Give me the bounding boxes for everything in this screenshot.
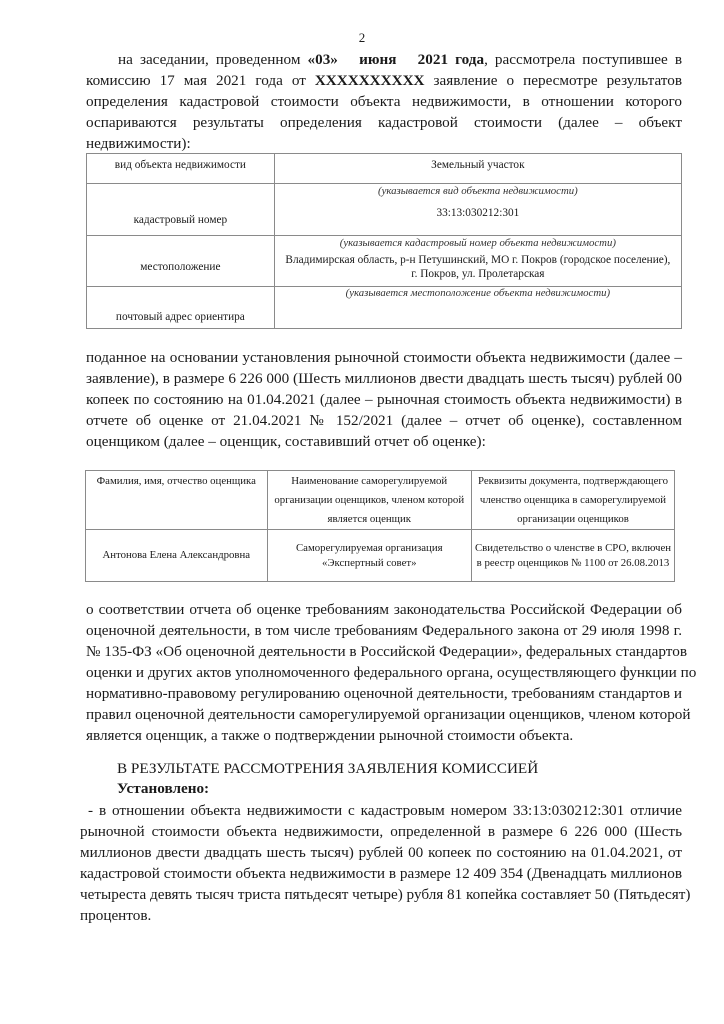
object-type-hint: (указывается вид объекта недвижимости) xyxy=(377,185,578,197)
membership-doc-cell xyxy=(472,530,675,582)
table-row xyxy=(86,530,675,582)
postal-address-cell xyxy=(274,287,681,329)
location-label: местоположение xyxy=(87,236,275,287)
compliance-line-6: правил оценочной деятельности саморегулируемой организации оценщиков, членом которой xyxy=(86,706,691,723)
table-header-row xyxy=(86,471,675,530)
intro-paragraph xyxy=(86,49,682,154)
table-row xyxy=(87,154,682,184)
object-table xyxy=(86,153,682,329)
application-paragraph xyxy=(86,347,682,452)
meeting-day: «03» xyxy=(307,51,338,68)
result-line-6: процентов. xyxy=(80,907,152,924)
intro-line-5: недвижимости): xyxy=(86,135,191,152)
intro-text: на заседании, проведенном xyxy=(118,51,308,68)
result-paragraph xyxy=(80,800,691,926)
membership-doc-line-2: в реестр оценщиков № 1100 от 26.08.2013 xyxy=(476,556,670,569)
result-line-5: четыреста девять тысяч триста пятьдесят четыре) рубля 81 копейка составляет 50 (Пятьдесят) xyxy=(80,886,691,903)
table-row xyxy=(87,236,682,287)
application-line-2: заявление), в размере 6 226 000 (Шесть миллионов двести двадцать шесть тысяч) рублей 00 xyxy=(86,370,682,387)
compliance-line-1: о соответствии отчета об оценке требованиям законодательства Российской Федерации об xyxy=(86,601,682,618)
intro-text: комиссию 17 мая 2021 года от xyxy=(86,72,315,89)
meeting-month: июня xyxy=(359,51,397,68)
cadastral-number-hint: (указывается кадастровый номер объекта недвижимости) xyxy=(339,237,616,249)
location-hint: (указывается местоположение объекта недвижимости) xyxy=(345,287,611,299)
location-value-line-2: г. Покров, ул. Пролетарская xyxy=(411,268,545,280)
header-membership-doc: Реквизиты документа, подтверждающего членство оценщика в саморегулируемой организации оценщиков xyxy=(472,471,675,530)
intro-line-3: определения кадастровой стоимости объекта недвижимости, в отношении которого xyxy=(86,93,682,110)
location-cell xyxy=(274,236,681,287)
applicant-name: XXXXXXXXXX xyxy=(314,72,425,89)
appraiser-table xyxy=(85,470,675,582)
application-line-3: копеек по состоянию на 01.04.2021 (далее – рыночная стоимость объекта недвижимости) в xyxy=(86,391,682,408)
postal-address-label: почтовый адрес ориентира xyxy=(87,287,275,329)
meeting-year: 2021 года xyxy=(417,51,485,68)
intro-line-1 xyxy=(86,49,682,70)
location-value-line-1: Владимирская область, р-н Петушинский, МО г. Покров (городское поселение), xyxy=(285,254,671,266)
result-line-1: - в отношении объекта недвижимости с кадастровым номером 33:13:030212:301 отличие xyxy=(88,802,682,819)
header-sro-name: Наименование саморегулируемой организации оценщиков, членом которой является оценщик xyxy=(267,471,471,530)
object-type-value: Земельный участок xyxy=(274,154,681,184)
compliance-line-7: является оценщик, а также о подтверждении рыночной стоимости объекта. xyxy=(86,727,574,744)
object-type-label: вид объекта недвижимости xyxy=(87,154,275,184)
result-line-3: миллионов двести двадцать шесть тысяч) рублей 00 копеек по состоянию на 01.04.2021, от xyxy=(80,844,682,861)
compliance-line-3: № 135-ФЗ «Об оценочной деятельности в Российской Федерации», федеральных стандартов xyxy=(86,643,687,660)
cadastral-number-label: кадастровый номер xyxy=(87,184,275,236)
compliance-line-2: оценочной деятельности, в том числе требованиям Федерального закона от 29 июля 1998 г. xyxy=(86,622,682,639)
intro-line-2 xyxy=(86,70,682,91)
compliance-line-5: нормативно-правовому регулированию оценочной деятельности, требованиям стандартов и xyxy=(86,685,682,702)
intro-text: заявление о пересмотре результатов xyxy=(424,72,682,89)
result-heading: В РЕЗУЛЬТАТЕ РАССМОТРЕНИЯ ЗАЯВЛЕНИЯ КОМИССИЕЙ xyxy=(117,760,539,777)
appraiser-name: Антонова Елена Александровна xyxy=(86,530,268,582)
sro-name-line-2: «Экспертный совет» xyxy=(322,556,417,569)
sro-name-cell xyxy=(267,530,471,582)
intro-text: , рассмотрела поступившее в xyxy=(484,51,683,68)
cadastral-number-value: 33:13:030212:301 xyxy=(436,207,520,219)
cadastral-number-cell xyxy=(274,184,681,236)
application-line-5: оценщиком (далее – оценщик, составивший отчет об оценке): xyxy=(86,433,486,450)
established-label: Установлено: xyxy=(117,780,210,797)
application-line-4: отчете об оценке от 21.04.2021 № 152/2021 (далее – отчет об оценке), составленном xyxy=(86,412,682,429)
compliance-line-4: оценки и других актов уполномоченного федерального органа, осуществляющего функции по xyxy=(86,664,697,681)
page-number: 2 xyxy=(358,30,366,45)
result-line-4: кадастровой стоимости объекта недвижимости в размере 12 409 354 (Двенадцать миллионов xyxy=(80,865,682,882)
header-appraiser-name: Фамилия, имя, отчество оценщика xyxy=(86,471,268,530)
sro-name-line-1: Саморегулируемая организация xyxy=(295,541,443,554)
compliance-paragraph xyxy=(86,599,697,746)
result-line-2: рыночной стоимости объекта недвижимости, определенной в размере 6 226 000 (Шесть xyxy=(80,823,682,840)
table-row xyxy=(87,184,682,236)
membership-doc-line-1: Свидетельство о членстве в СРО, включен xyxy=(474,541,672,554)
application-line-1: поданное на основании установления рыночной стоимости объекта недвижимости (далее – xyxy=(86,349,682,366)
table-row xyxy=(87,287,682,329)
intro-line-4: оспариваются результаты определения кадастровой стоимости (далее – объект xyxy=(86,114,682,131)
